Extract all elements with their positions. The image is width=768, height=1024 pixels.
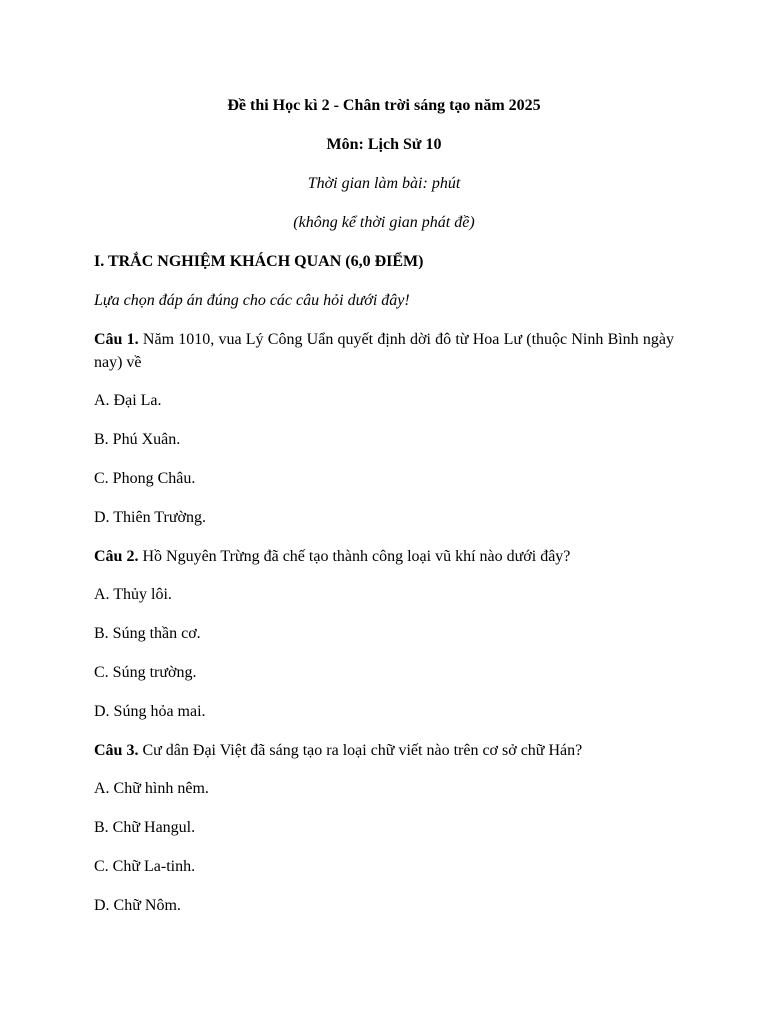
question-text: Hồ Nguyên Trừng đã chế tạo thành công loại vũ khí nào dưới đây? bbox=[138, 548, 571, 565]
question-label: Câu 3. bbox=[94, 742, 139, 759]
question-text: Năm 1010, vua Lý Công Uẩn quyết định dời đô từ Hoa Lư (thuộc Ninh Bình ngày nay) về bbox=[94, 331, 675, 371]
question-3 bbox=[94, 741, 674, 761]
question-3-option-c: C. Chữ La-tinh. bbox=[94, 858, 196, 875]
question-label: Câu 2. bbox=[94, 548, 139, 565]
question-label: Câu 1. bbox=[94, 331, 139, 348]
question-2 bbox=[94, 547, 674, 567]
exam-subject: Môn: Lịch Sử 10 bbox=[326, 136, 442, 153]
question-1-option-a: A. Đại La. bbox=[94, 392, 162, 409]
question-3-option-b: B. Chữ Hangul. bbox=[94, 819, 196, 836]
section-instruction: Lựa chọn đáp án đúng cho các câu hỏi dưới đây! bbox=[94, 292, 410, 309]
section-heading: I. TRẮC NGHIỆM KHÁCH QUAN (6,0 ĐIỂM) bbox=[94, 253, 424, 270]
question-3-option-a: A. Chữ hình nêm. bbox=[94, 780, 209, 797]
question-text: Cư dân Đại Việt đã sáng tạo ra loại chữ viết nào trên cơ sở chữ Hán? bbox=[138, 742, 583, 759]
question-2-option-a: A. Thủy lôi. bbox=[94, 586, 172, 603]
question-2-option-d: D. Súng hỏa mai. bbox=[94, 703, 206, 720]
question-2-option-c: C. Súng trường. bbox=[94, 664, 197, 681]
exam-note: (không kể thời gian phát đề) bbox=[293, 214, 475, 231]
question-1-option-b: B. Phú Xuân. bbox=[94, 431, 181, 448]
question-1-option-c: C. Phong Châu. bbox=[94, 470, 196, 487]
exam-time: Thời gian làm bài: phút bbox=[307, 175, 461, 192]
question-1 bbox=[94, 328, 674, 374]
question-2-option-b: B. Súng thần cơ. bbox=[94, 625, 201, 642]
exam-title: Đề thi Học kì 2 - Chân trời sáng tạo năm 2025 bbox=[227, 97, 541, 114]
question-3-option-d: D. Chữ Nôm. bbox=[94, 897, 181, 914]
question-1-option-d: D. Thiên Trường. bbox=[94, 509, 206, 526]
